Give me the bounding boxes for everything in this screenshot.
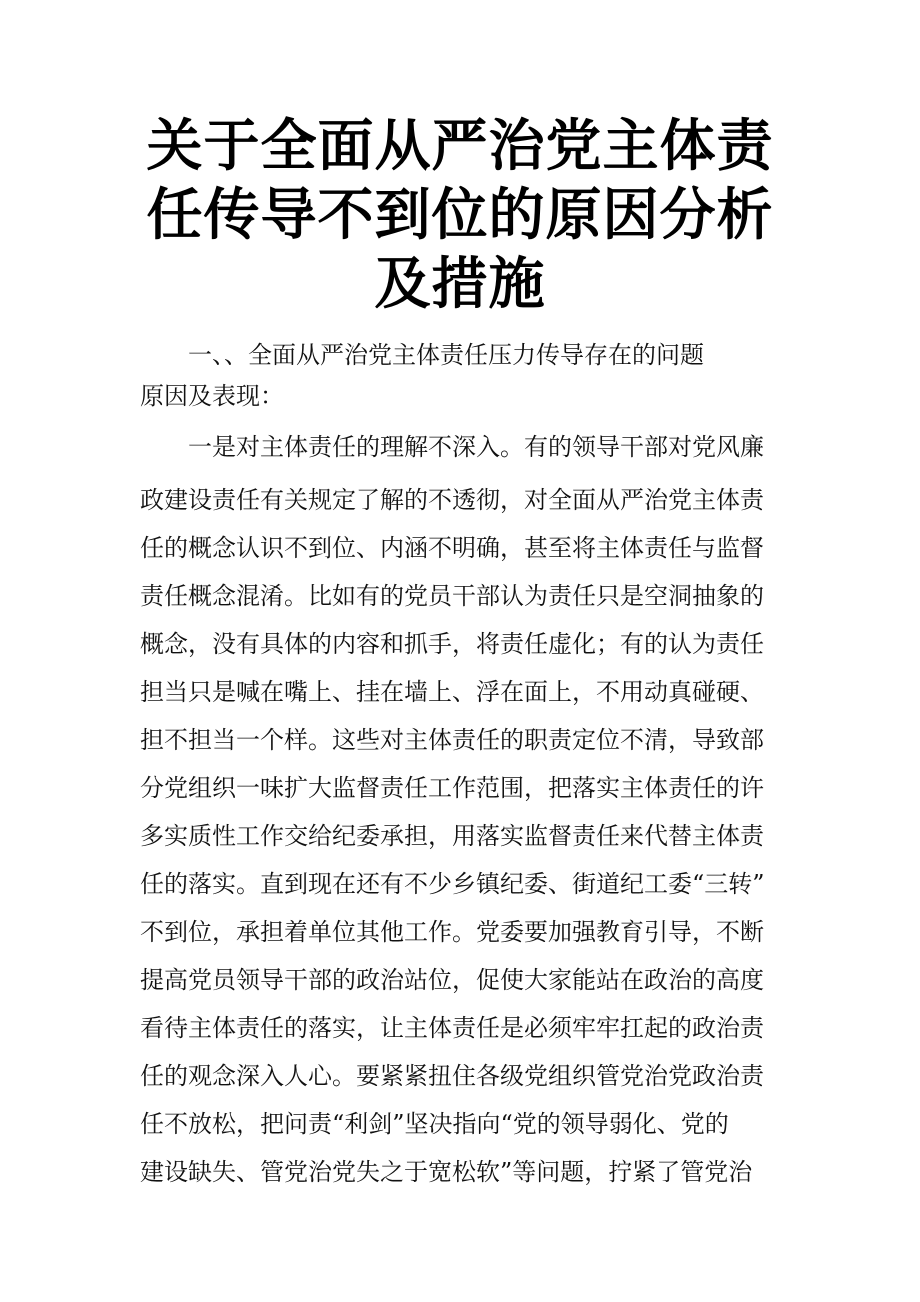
- paragraph-line: 任不放松，把问责“利剑”坚决指向“党的领导弱化、党的: [140, 1110, 729, 1138]
- paragraph-line: 提高党员领导干部的政治站位，促使大家能站在政治的高度: [140, 966, 764, 994]
- paragraph-line: 概念，没有具体的内容和抓手，将责任虚化；有的认为责任: [140, 630, 764, 658]
- paragraph-line: 政建设责任有关规定了解的不透彻，对全面从严治党主体责: [140, 486, 764, 514]
- title-line: 任传导不到位的原因分析: [146, 183, 774, 248]
- paragraph-line: 任的落实。直到现在还有不少乡镇纪委、街道纪工委“三转”: [140, 870, 765, 898]
- document-body: [140, 336, 790, 1196]
- paragraph-line: 责任概念混淆。比如有的党员干部认为责任只是空洞抽象的: [140, 582, 764, 610]
- title-line: 关于全面从严治党主体责: [146, 114, 774, 179]
- paragraph-line: 建设缺失、管党治党失之于宽松软”等问题，拧紧了管党治: [140, 1158, 753, 1186]
- paragraph-line: 分党组织一味扩大监督责任工作范围，把落实主体责任的许: [140, 774, 764, 802]
- section-heading-line: 原因及表现：: [140, 382, 284, 410]
- paragraph-line: 多实质性工作交给纪委承担，用落实监督责任来代替主体责: [140, 822, 764, 850]
- document-title: [120, 112, 800, 319]
- paragraph-line: 一是对主体责任的理解不深入。有的领导干部对党风廉: [188, 433, 764, 461]
- paragraph-line: 任的概念认识不到位、内涵不明确，甚至将主体责任与监督: [140, 534, 764, 562]
- title-line: 及措施: [374, 252, 546, 317]
- paragraph-line: 担当只是喊在嘴上、挂在墙上、浮在面上，不用动真碰硬、: [140, 678, 764, 706]
- paragraph-line: 任的观念深入人心。要紧紧扭住各级党组织管党治党政治责: [140, 1062, 764, 1090]
- paragraph-line: 看待主体责任的落实，让主体责任是必须牢牢扛起的政治责: [140, 1014, 764, 1042]
- paragraph-line: 不到位，承担着单位其他工作。党委要加强教育引导，不断: [140, 918, 764, 946]
- section-heading-line: 一、、全面从严治党主体责任压力传导存在的问题: [188, 341, 704, 369]
- paragraph-line: 担不担当一个样。这些对主体责任的职责定位不清，导致部: [140, 726, 764, 754]
